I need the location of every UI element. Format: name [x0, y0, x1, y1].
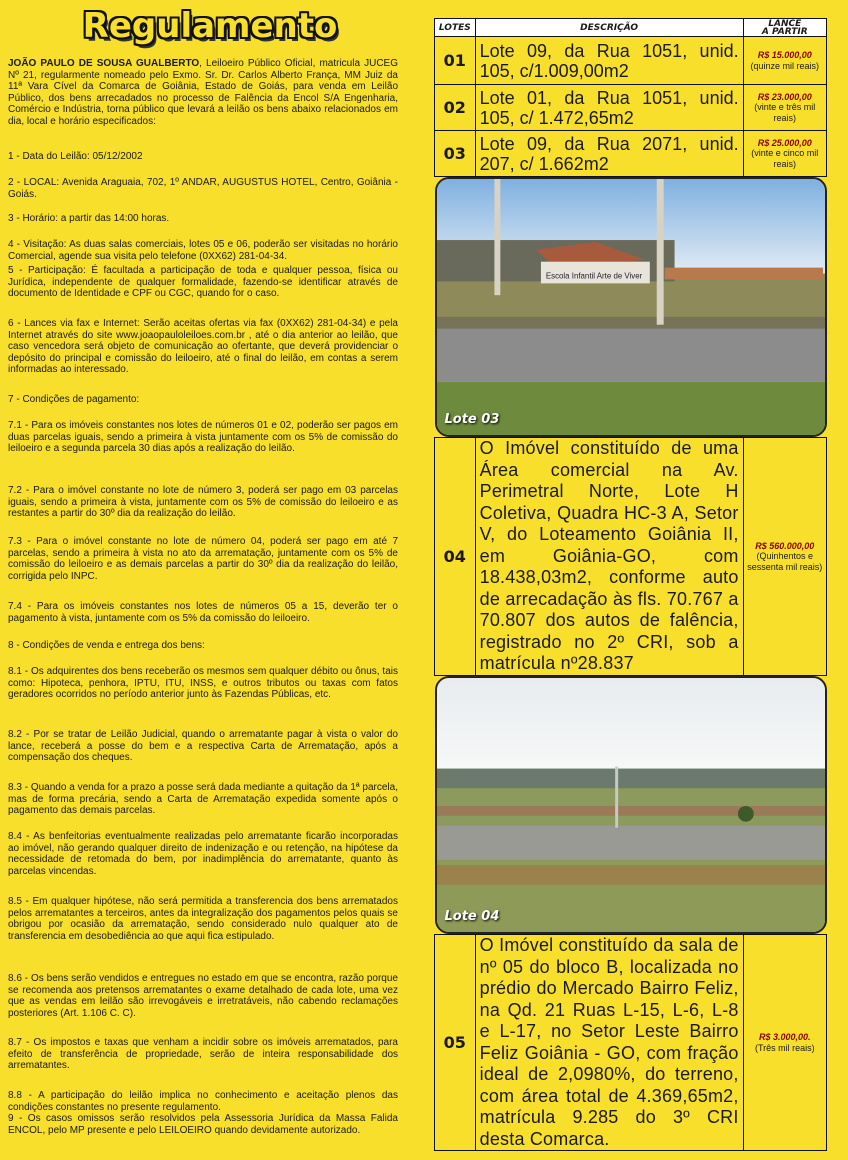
rule-paragraph: 8.3 - Quando a venda for a prazo a posse será dada mediante a quitação da 1ª parcela, mas de forma precária, sendo a Carta de Arrematação expedida somente após o pagamento das demais parcelas. — [8, 782, 398, 817]
page-title: Regulamento — [82, 6, 338, 46]
rule-paragraph: 8.5 - Em qualquer hipótese, não será permitida a transferencia dos bens arrematados pelos arrematantes a terceiros, antes da integralização dos pagamentos pelos quais se obrigou por ocasião da arrematação, sendo considerado nulo qualquer ato de transferencia em desobediência ao que aqui fica estipulado. — [8, 896, 398, 942]
header-lance-line2: A PARTIR — [761, 26, 808, 37]
lots-column — [434, 18, 826, 1151]
lot-number: 05 — [435, 935, 476, 1151]
regulation-column — [8, 0, 400, 1160]
lot-price: R$ 15.000,00 — [757, 50, 812, 60]
rule-paragraph: 6 - Lances via fax e Internet: Serão aceitas ofertas via fax (0XX62) 281-04-34) e pela Internet através do site www.joaopauloleiloes.com.br , até o dia anterior ao leilão, que caso vencedora será objeto de comunicação ao ofertante, que deverá providenciar o depósito do principal e comissão do leiloeiro, até o final do leilão, em contas a serem informadas ao interessado. — [8, 318, 398, 376]
rule-paragraph: 8.4 - As benfeitorias eventualmente realizadas pelo arrematante ficarão incorporadas ao imóvel, não gerando qualquer direito de indenização e ou retenção, na hipótese da necessidade de retomada do bem, por inadimplência do arrematante, quanto às parcelas vincendas. — [8, 831, 398, 877]
lote04-image — [437, 678, 825, 932]
lot-price: R$ 3.000,00. — [759, 1032, 811, 1042]
header-descricao: DESCRIÇÃO — [475, 19, 743, 37]
table-row — [435, 438, 827, 676]
rule-paragraph: 9 - Os casos omissos serão resolvidos pela Assessoria Jurídica da Massa Falida ENCOL, pelo MP presente e pelo LEILOEIRO quando devidamente autorizado. — [8, 1113, 398, 1136]
lot-price-words: (Quinhentos e sessenta mil reais) — [747, 551, 823, 572]
lote04-label: Lote 04 — [444, 909, 500, 924]
lot-description: Lote 09, da Rua 1051, unid. 105, c/1.009,00m2 — [475, 37, 743, 85]
lote03-label: Lote 03 — [444, 412, 500, 427]
lot-price-cell — [743, 438, 826, 676]
lot-price-cell — [743, 935, 826, 1151]
lot-description: Lote 09, da Rua 2071, unid. 207, c/ 1.662m2 — [475, 131, 743, 177]
rule-paragraph: 8.7 - Os impostos e taxas que venham a incidir sobre os imóveis arrematados, para efeito de transferência de propriedade, serão de inteira responsabilidade dos arrematantes. — [8, 1037, 398, 1072]
sign-text: Escola Infantil Arte de Viver — [545, 271, 642, 281]
rule-paragraph: 8.1 - Os adquirentes dos bens receberão os mesmos sem qualquer débito ou ônus, tais como: Hipoteca, penhora, IPTU, ITU, INSS, e outros tributos ou taxas com fatos geradores ocorridos no período anterior junto às Fazendas Públicas, etc. — [8, 666, 398, 701]
rule-paragraph: 8 - Condições de venda e entrega dos bens: — [8, 640, 205, 651]
lot-description: O Imóvel constituído de uma Área comercial na Av. Perimetral Norte, Lote H Coletiva, Quadra HC-3 A, Setor V, do Loteamento Goiânia II, em Goiânia-GO, com 18.438,03m2, conforme auto de arrecadação às fls. 70.767 a 70.807 dos autos de falência, registrado no 2º CRI, sob a matrícula nº28.837 — [475, 438, 743, 676]
photo-row — [435, 177, 827, 438]
lot-number: 01 — [435, 37, 476, 85]
lot-price: R$ 25.000,00 — [757, 137, 812, 148]
rule-paragraph: 8.2 - Por se tratar de Leilão Judicial, quando o arrematante pagar à vista o valor do lance, receberá a posse do bem e a respectiva Carta de Arrematação, após a compensação dos cheques. — [8, 729, 398, 764]
lot-price: R$ 23.000,00 — [757, 91, 812, 102]
rule-paragraph: 7.4 - Para os imóveis constantes nos lotes de números 05 a 15, deverão ter o pagamento à vista, juntamente com os 5% da comissão do leiloeiro. — [8, 601, 398, 624]
lot-price-cell — [743, 85, 826, 131]
lots-table — [434, 18, 827, 1151]
lot-price-cell — [743, 37, 826, 85]
rule-paragraph: 2 - LOCAL: Avenida Araguaia, 702, 1º ANDAR, AUGUSTUS HOTEL, Centro, Goiânia - Goiás. — [8, 177, 398, 200]
lot-number: 03 — [435, 131, 476, 177]
lote04-photo — [435, 676, 827, 934]
lot-price-words: (vinte e três mil reais) — [754, 102, 816, 123]
table-row — [435, 85, 827, 131]
auctioneer-name: JOÃO PAULO DE SOUSA GUALBERTO — [8, 58, 200, 69]
lot-price-words: (vinte e cinco mil reais) — [751, 148, 819, 169]
lot-number: 02 — [435, 85, 476, 131]
lot-price: R$ 560.000,00 — [755, 540, 815, 551]
header-lotes: LOTES — [435, 19, 476, 37]
rule-paragraph: 8.8 - A participação do leilão implica no conhecimento e aceitação plenos das condições constantes no presente regulamento. — [8, 1090, 398, 1113]
table-row — [435, 935, 827, 1151]
lot-price-cell — [743, 131, 826, 177]
rule-paragraph: 7.3 - Para o imóvel constante no lote de número 04, poderá ser pago em até 7 parcelas, sendo a primeira à vista no ato da arrematação, juntamente com os 5% de comissão do leiloeiro e as demais parcelas a partir do 30º dia da realização do leilão, corrigida pelo INPC. — [8, 536, 398, 582]
lot-price-words: (quinze mil reais) — [750, 60, 820, 71]
lot-number: 04 — [435, 438, 476, 676]
rule-paragraph: 7.1 - Para os imóveis constantes nos lotes de números 01 e 02, poderão ser pagos em duas parcelas iguais, sendo a primeira à vista juntamente com os 5% de comissão do leiloeiro e a segunda parcela 30 dias após a realização do leilão. — [8, 420, 398, 455]
header-lance-line1: LANCE — [768, 18, 802, 29]
rule-paragraph: 3 - Horário: a partir das 14:00 horas. — [8, 213, 170, 224]
rule-paragraph: 5 - Participação: É facultada a participação de toda e qualquer pessoa, física ou Jurídica, independente de qualquer formalidade, fazendo-se identificar através de documento de Identidade e CPF ou CGC, quando for o caso. — [8, 265, 398, 300]
lote03-photo — [435, 177, 827, 437]
header-lance — [743, 19, 826, 37]
lot-description: O Imóvel constituído da sala de nº 05 do bloco B, localizada no prédio do Mercado Bairro Feliz, na Qd. 21 Ruas L-15, L-6, L-8 e L-17, no Setor Leste Bairro Feliz Goiânia - GO, com fração ideal de 2,0980%, do terreno, com área total de 4.369,65m2, matrícula 9.285 do 3º CRI desta Comarca. — [475, 935, 743, 1151]
lot-description: Lote 01, da Rua 1051, unid. 105, c/ 1.472,65m2 — [475, 85, 743, 131]
rule-paragraph: 1 - Data do Leilão: 05/12/2002 — [8, 151, 143, 162]
intro-text: , Leiloeiro Público Oficial, matricula JUCEG Nº 21, regularmente nomeado pelo Exmo. Sr. Dr. Carlos Alberto França, MM Juiz da 11ª Vara Cível da Comarca de Goiânia, Estado de Goiás, para venda em Leilão Público, dos bens arrecadados no processo de Falência da Encol S/A Engenharia, Comércio e Indústria, torna público que levará a leilão os bens abaixo relacionados em dia, local e horário especificados: — [8, 58, 398, 127]
lote03-image — [437, 179, 825, 435]
table-header-row — [435, 19, 827, 37]
rule-paragraph: 8.6 - Os bens serão vendidos e entregues no estado em que se encontra, razão porque se recomenda aos pretensos arrematantes o exame detalhado de cada lote, uma vez que as vendas em leilão são irrevogáveis e irretratáveis, não cabendo reclamações posteriores (Art. 1.106 C. C). — [8, 973, 398, 1019]
table-row — [435, 131, 827, 177]
photo-row — [435, 676, 827, 935]
rule-paragraph: 4 - Visitação: As duas salas comerciais, lotes 05 e 06, poderão ser visitadas no horário Comercial, agende sua visita pelo telefone (0XX62) 281-04-34. — [8, 239, 398, 262]
rule-paragraph: 7.2 - Para o imóvel constante no lote de número 3, poderá ser pago em 03 parcelas iguais, sendo a primeira à vista, juntamente com os 5% de comissão do leiloeiro e as restantes a partir do 30º dia da realização do leilão. — [8, 485, 398, 520]
table-row — [435, 37, 827, 85]
intro-paragraph — [8, 58, 398, 128]
lot-price-words: (Três mil reais) — [754, 1042, 815, 1053]
rule-paragraph: 7 - Condições de pagamento: — [8, 394, 140, 405]
